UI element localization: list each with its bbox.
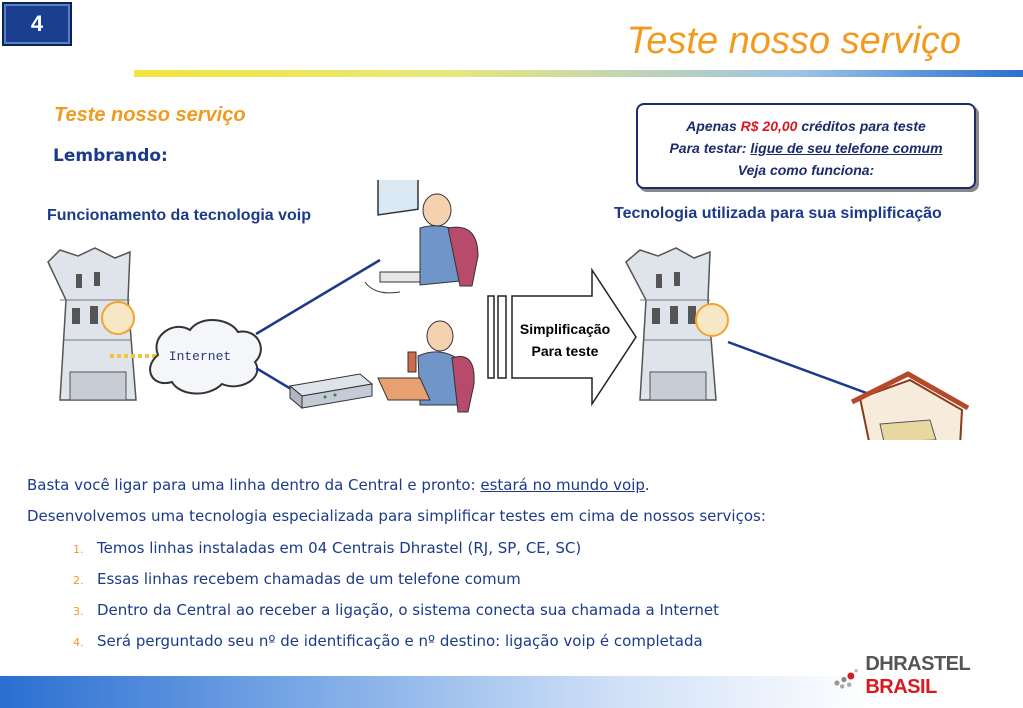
body-line-1 [27,476,650,494]
list-text: Temos linhas instaladas em 04 Centrais Dhrastel (RJ, SP, CE, SC) [97,539,582,557]
logo-text-brasil: BRASIL [865,676,937,698]
price-text: R$ 20,00 [740,118,798,134]
voip-diagram [0,180,1023,440]
list-item [73,539,581,557]
info-line-2-prefix: Para testar: [669,140,751,156]
list-text: Dentro da Central ao receber a ligação, o sistema conecta sua chamada a Internet [97,601,720,619]
list-item [73,570,521,588]
list-number: 2. [73,574,84,587]
title-underline-bar [134,70,1023,77]
central-building-left-icon [48,248,136,400]
info-line-1 [638,115,974,137]
house-phone-icon [852,374,968,440]
central-building-right-icon [626,248,728,400]
arrow-label [500,318,630,362]
slide-number-badge: 4 [2,2,72,46]
arrow-label-line1: Simplificação [519,321,611,337]
phone-test-link[interactable]: ligue de seu telefone comum [750,140,943,156]
arrow-label-line2: Para teste [531,343,599,359]
list-item [73,632,703,650]
internet-label: Internet [168,349,232,364]
arrow-bar-1 [488,296,494,378]
logo-dots-icon [830,658,861,694]
logo-text [865,653,1023,699]
person-phone-icon [378,321,474,412]
section-subtitle: Teste nosso serviço [54,104,246,126]
list-item [73,601,719,619]
info-box [636,103,976,189]
info-line-1-prefix: Apenas [686,118,741,134]
list-number: 3. [73,605,84,618]
body-line-1-end: . [644,476,650,494]
list-text: Será perguntado seu nº de identificação e nº destino: ligação voip é completada [97,632,703,650]
person-computer-icon [365,180,478,293]
info-line-3: Veja como funciona: [737,162,875,178]
logo-text-dhrastel: DHRASTEL [865,653,970,675]
body-line-2: Desenvolvemos uma tecnologia especializada para simplificar testes em cima de nossos serviços: [27,507,766,525]
list-text: Essas linhas recebem chamadas de um telefone comum [97,570,521,588]
list-number: 4. [73,636,84,649]
voip-link[interactable]: estará no mundo voip [480,476,645,494]
voip-modem-icon [290,374,372,408]
right-diagram-caption: Tecnologia utilizada para sua simplificação [614,205,942,222]
page-title: Teste nosso serviço [626,20,961,62]
body-line-1-text: Basta você ligar para uma linha dentro da Central e pronto: [27,476,481,494]
lembrando-label: Lembrando: [53,146,168,166]
info-line-2 [638,137,974,159]
list-number: 1. [73,543,84,556]
dhrastel-logo [830,653,1023,699]
left-diagram-caption: Funcionamento da tecnologia voip [47,207,312,224]
info-line-1-suffix: créditos para teste [797,118,926,134]
